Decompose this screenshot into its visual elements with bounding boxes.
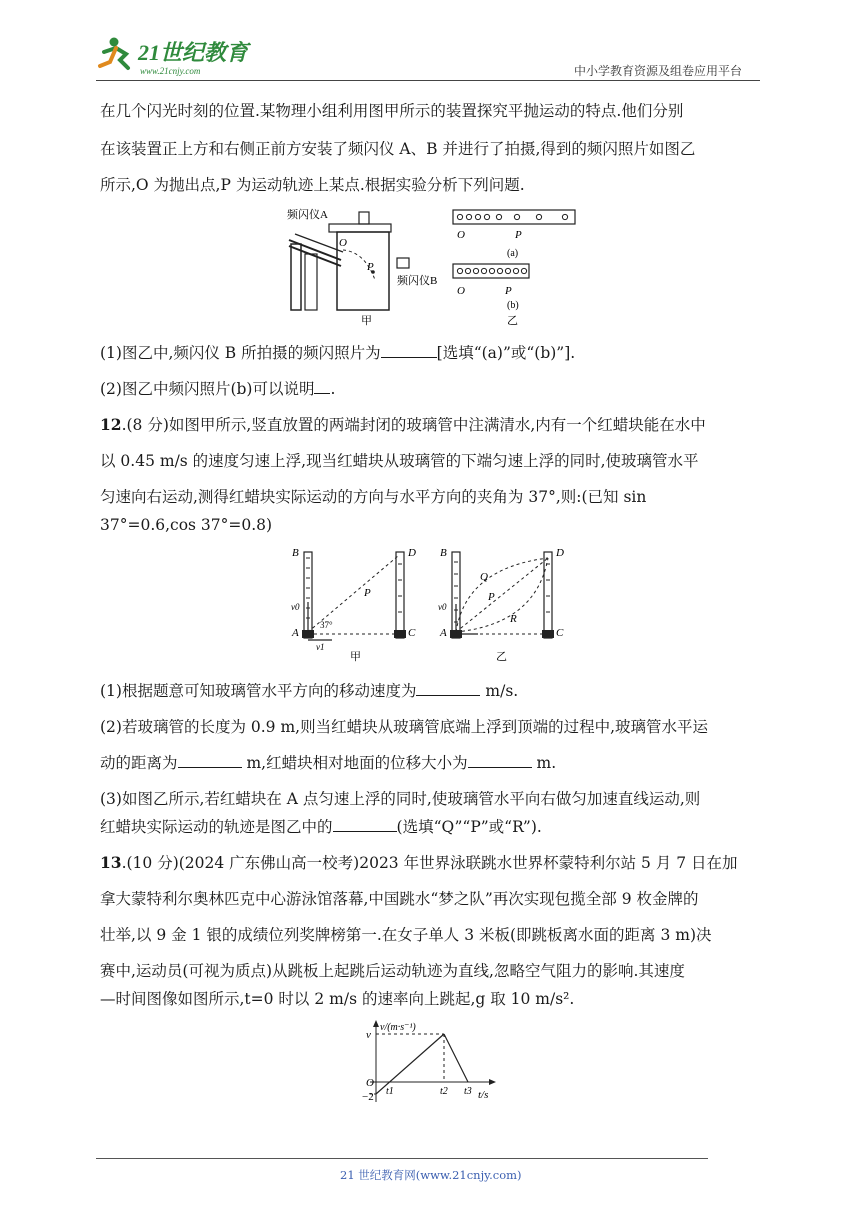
fig2-yi-b: B	[440, 547, 447, 559]
fig2-jia-d: D	[408, 547, 416, 559]
header-divider	[96, 80, 760, 81]
fig2-caption-jia: 甲	[350, 651, 361, 663]
photo-b-o: O	[457, 285, 465, 297]
photo-a-p: P	[515, 229, 522, 241]
header-platform-text: 中小学教育资源及组卷应用平台	[574, 64, 743, 78]
point-p-label: P	[367, 261, 374, 273]
q12-text-1: .(8 分)如图甲所示,竖直放置的两端封闭的玻璃管中注满清水,内有一个红蜡块能在水中	[121, 416, 706, 434]
fig2-yi-a: A	[440, 627, 447, 639]
q13-line-5: —时间图像如图所示,t=0 时以 2 m/s 的速率向上跳起,g 取 10 m/s².	[100, 990, 575, 1008]
q12-sub3-line-1: (3)如图乙所示,若红蜡块在 A 点匀速上浮的同时,使玻璃管水平向右做匀加速直线运动,则	[100, 790, 701, 808]
answer-blank[interactable]	[178, 752, 242, 768]
fig2-yi-p: P	[488, 591, 495, 603]
graph-t2: t2	[440, 1086, 448, 1097]
fig2-yi-v0: v0	[438, 602, 447, 612]
answer-blank[interactable]	[416, 680, 480, 696]
fig2-jia-c: C	[408, 627, 416, 639]
q13-text-1: .(10 分)(2024 广东佛山高一校考)2023 年世界泳联跳水世界杯蒙特利尔站 5 月 7 日在加	[121, 854, 738, 872]
graph-xlabel: t/s	[478, 1089, 489, 1101]
q12-line-1	[100, 414, 706, 436]
fig2-jia-p: P	[364, 587, 371, 599]
velocity-time-graph	[360, 1018, 510, 1108]
photo-b-p: P	[505, 285, 512, 297]
q12-sub3-options: (选填“Q”“P”或“R”).	[396, 818, 542, 836]
caption-jia: 甲	[361, 315, 372, 326]
q12-sub1-text: (1)根据题意可知玻璃管水平方向的移动速度为	[100, 682, 417, 700]
brand-text: 21世纪教育	[138, 40, 249, 65]
intro-line-3: 所示,O 为抛出点,P 为运动轨迹上某点.根据实验分析下列问题.	[100, 176, 525, 194]
q11-sub2-text: (2)图乙中频闪照片(b)可以说明	[100, 380, 315, 398]
answer-blank[interactable]	[333, 816, 397, 832]
caption-yi: 乙	[507, 315, 518, 326]
q13-line-2: 拿大蒙特利尔奥林匹克中心游泳馆落幕,中国跳水“梦之队”再次实现包揽全部 9 枚金牌的	[100, 890, 699, 908]
strobe-b-label: 频闪仪B	[397, 275, 438, 287]
q12-sub2-line-1: (2)若玻璃管的长度为 0.9 m,则当红蜡块从玻璃管底端上浮到顶端的过程中,玻璃管水平运	[100, 718, 709, 736]
q13-line-3: 壮举,以 9 金 1 银的成绩位列奖牌榜第一.在女子单人 3 米板(即跳板离水面的距离 3 m)决	[100, 926, 712, 944]
photo-a-label: (a)	[507, 248, 519, 259]
graph-t1: t1	[386, 1086, 394, 1097]
fig2-caption-yi: 乙	[496, 651, 507, 663]
brand-url: www.21cnjy.com	[140, 66, 201, 76]
q12-sub2-mid: m,红蜡块相对地面的位移大小为	[246, 754, 468, 772]
fig2-yi-q: Q	[480, 571, 488, 583]
q12-line-3: 匀速向右运动,测得红蜡块实际运动的方向与水平方向的夹角为 37°,则:(已知 sin	[100, 488, 647, 506]
question-number: 13	[100, 853, 122, 872]
answer-blank[interactable]	[314, 378, 330, 394]
runner-icon	[100, 38, 128, 69]
footer-text: 21 世纪教育网(www.21cnjy.com)	[340, 1168, 522, 1182]
answer-blank[interactable]	[381, 342, 437, 358]
q11-sub1-text: (1)图乙中,频闪仪 B 所拍摄的频闪照片为	[100, 344, 381, 362]
fig2-yi-d: D	[556, 547, 564, 559]
photo-a-o: O	[457, 229, 465, 241]
site-logo	[96, 34, 256, 78]
origin-o-label: O	[339, 237, 347, 249]
fig2-jia-v1: v1	[316, 642, 325, 652]
figure-glass-tubes	[290, 544, 580, 666]
graph-ylabel: v/(m·s⁻¹)	[380, 1022, 416, 1033]
graph-v: v	[366, 1029, 371, 1041]
intro-line-1: 在几个闪光时刻的位置.某物理小组利用图甲所示的装置探究平抛运动的特点.他们分别	[100, 102, 684, 120]
q12-sub1-unit: m/s.	[485, 682, 519, 700]
fig2-yi-r: R	[510, 613, 517, 625]
q13-line-4: 赛中,运动员(可视为质点)从跳板上起跳后运动轨迹为直线,忽略空气阻力的影响.其速度	[100, 962, 685, 980]
q13-line-1	[100, 852, 738, 874]
fig2-jia-v0: v0	[291, 602, 300, 612]
figure-projectile-apparatus	[285, 204, 585, 326]
answer-blank[interactable]	[468, 752, 532, 768]
q11-sub2-end: .	[330, 380, 336, 398]
q11-sub1-options: [选填“(a)”或“(b)”].	[436, 344, 576, 362]
intro-line-2: 在该装置正上方和右侧正前方安装了频闪仪 A、B 并进行了拍摄,得到的频闪照片如图乙	[100, 140, 696, 158]
q12-sub3-line-2	[100, 816, 542, 838]
footer-divider	[96, 1158, 708, 1159]
q12-sub2-unit: m.	[536, 754, 557, 772]
fig2-jia-a: A	[292, 627, 299, 639]
q12-line-2: 以 0.45 m/s 的速度匀速上浮,现当红蜡块从玻璃管的下端匀速上浮的同时,使玻璃管水平	[100, 452, 699, 470]
q12-sub1	[100, 680, 518, 702]
graph-t3: t3	[464, 1086, 472, 1097]
photo-b-label: (b)	[507, 300, 519, 311]
question-number: 12	[100, 415, 122, 434]
q12-sub2-text: 动的距离为	[100, 754, 178, 772]
graph-neg2: −2	[362, 1091, 374, 1103]
fig2-jia-angle: 37°	[320, 620, 333, 630]
q12-line-4: 37°=0.6,cos 37°=0.8)	[100, 516, 273, 534]
q12-sub2-line-2	[100, 752, 556, 774]
strobe-a-label: 频闪仪A	[287, 209, 328, 221]
q11-sub2	[100, 378, 335, 400]
fig2-jia-b: B	[292, 547, 299, 559]
q12-sub3-text: 红蜡块实际运动的轨迹是图乙中的	[100, 818, 333, 836]
fig2-yi-c: C	[556, 627, 564, 639]
graph-origin: O	[366, 1077, 374, 1089]
q11-sub1	[100, 342, 575, 364]
